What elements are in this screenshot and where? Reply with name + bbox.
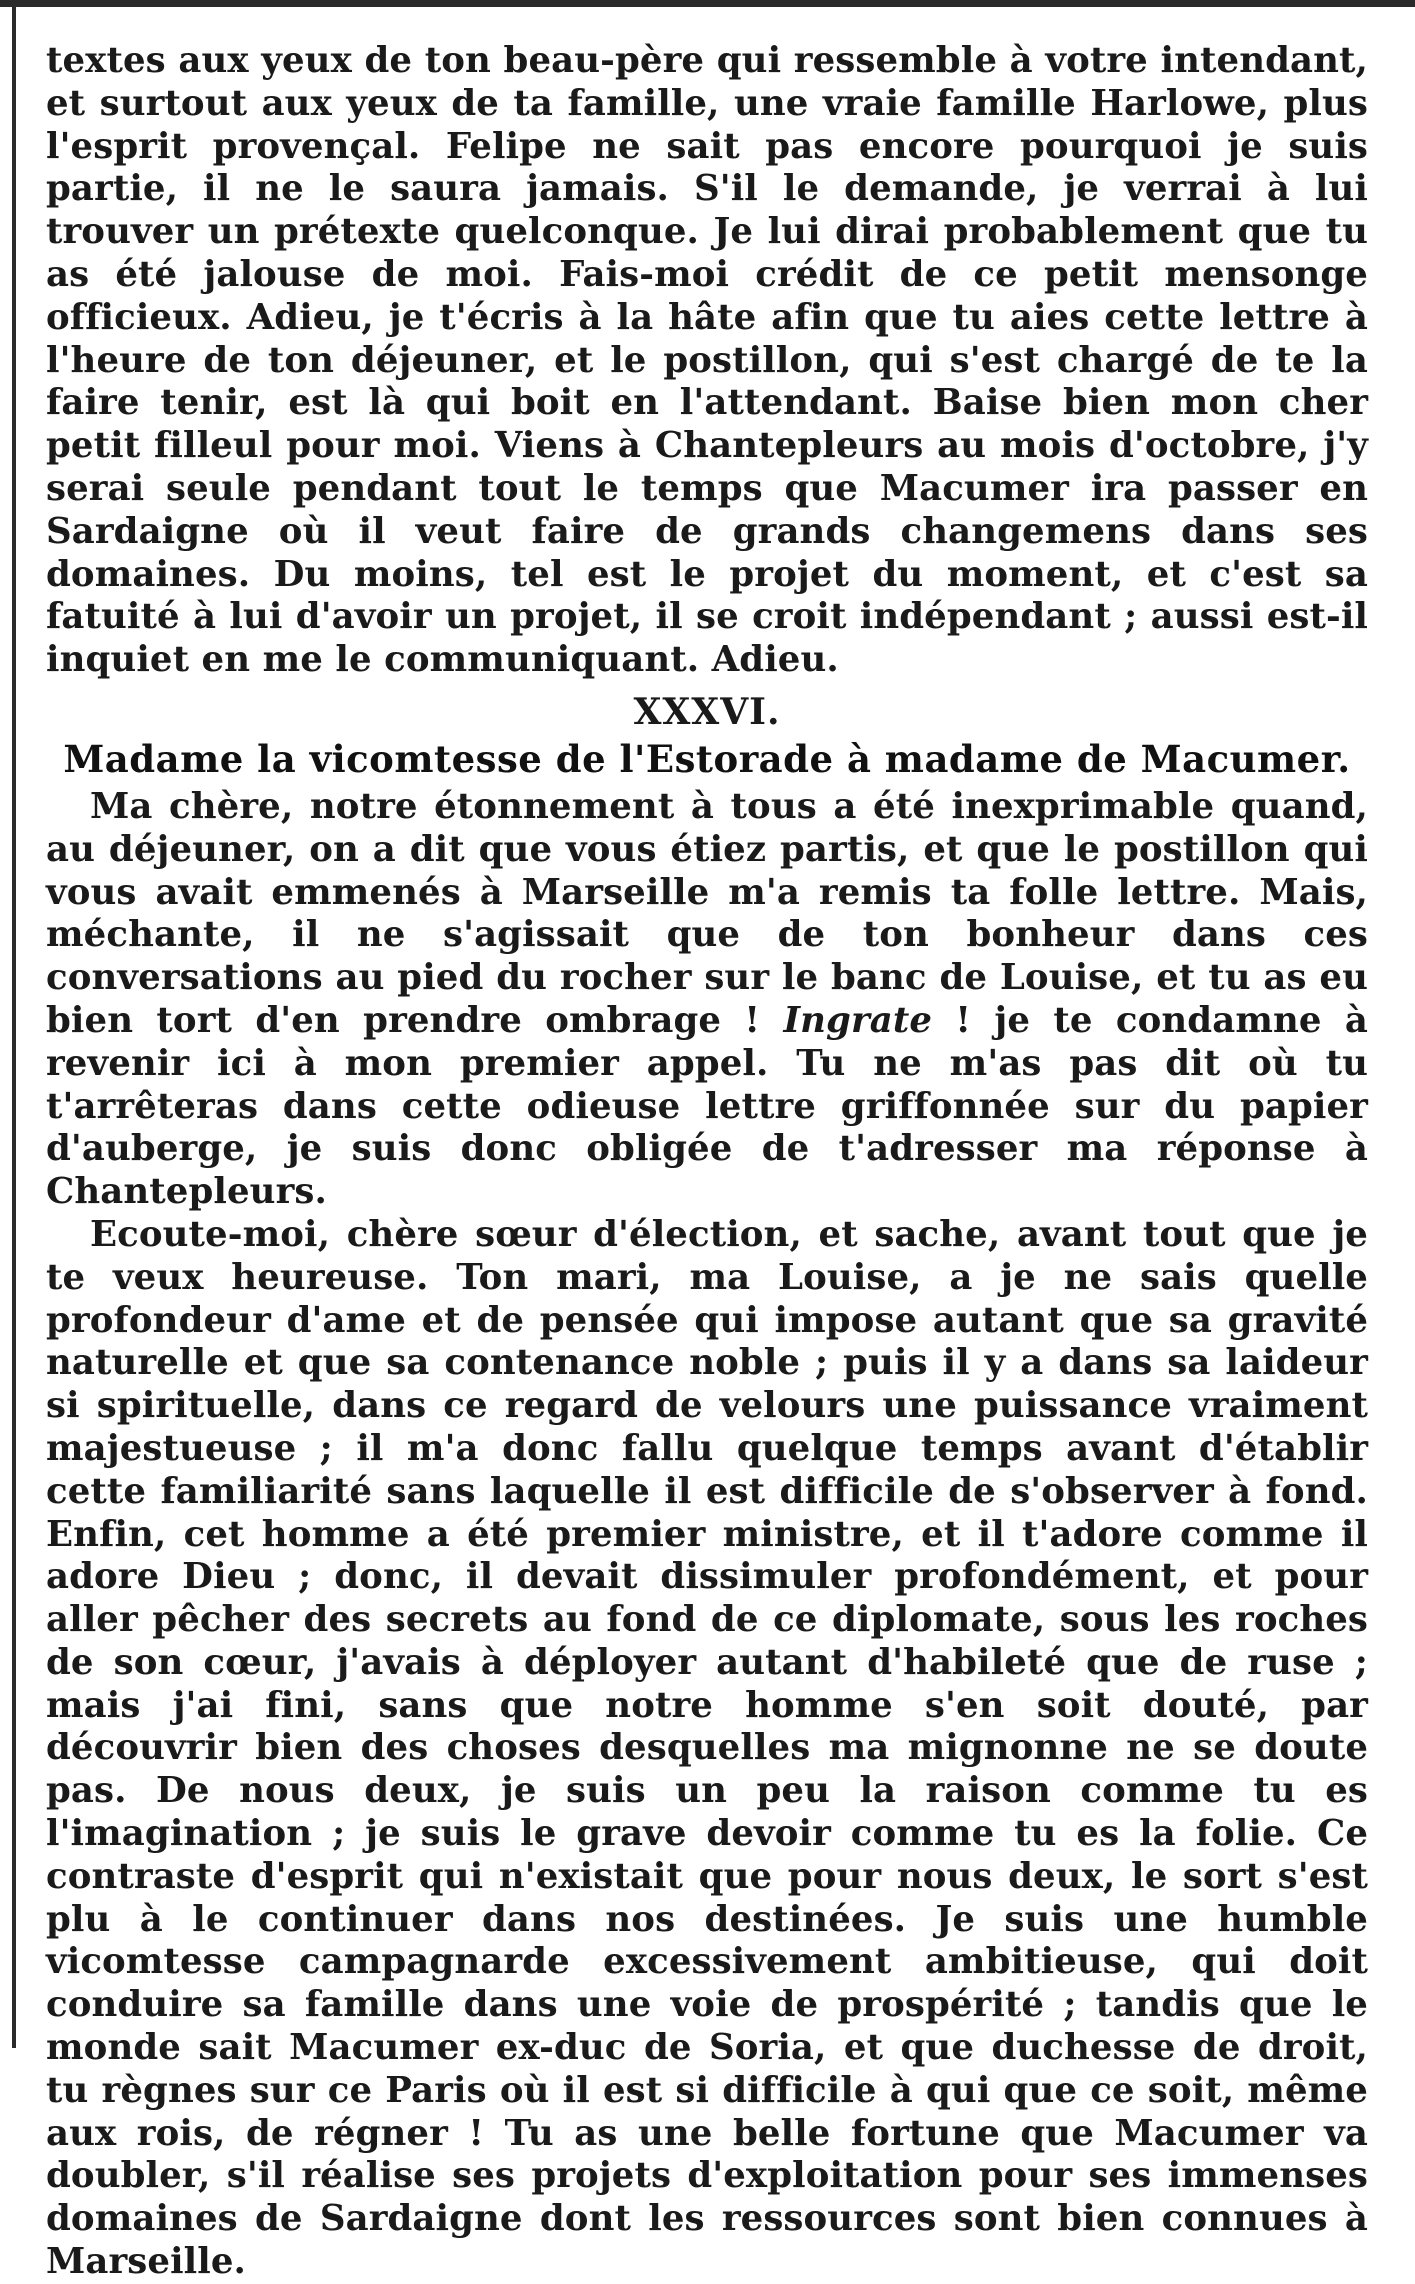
top-border-rule <box>0 0 1415 7</box>
paragraph-continued-letter: textes aux yeux de ton beau-père qui ressemble à votre intendant, et surtout aux yeux de ta famille, une vraie famille Harlowe, plus l'esprit provençal. Felipe ne sait pas encore pourquoi je suis partie, il ne le saura jamais. S'il le demande, je verrai à lui trouver un prétexte quelconque. Je lui dirai probablement que tu as été jalouse de moi. Fais-moi crédit de ce petit mensonge officieux. Adieu, je t'écris à la hâte afin que tu aies cette lettre à l'heure de ton déjeuner, et le postillon, qui s'est chargé de te la faire tenir, est là qui boit en l'attendant. Baise bien mon cher petit filleul pour moi. Viens à Chantepleurs au mois d'octobre, j'y serai seule pendant tout le temps que Macumer ira passer en Sardaigne où il veut faire de grands changemens dans ses domaines. Du moins, tel est le projet du moment, et c'est sa fatuité à lui d'avoir un projet, il se croit indépendant ; aussi est-il inquiet en me le communiquant. Adieu. <box>46 40 1368 681</box>
paragraph-letter-body: Ecoute-moi, chère sœur d'élection, et sache, avant tout que je te veux heureuse. Ton mari, ma Louise, a je ne sais quelle profondeur d'ame et de pensée qui impose autant que sa gravité naturelle et que sa contenance noble ; puis il y a dans sa laideur si spirituelle, dans ce regard de velours une puissance vraiment majestueuse ; il m'a donc fallu quelque temps avant d'établir cette familiarité sans laquelle il est difficile de s'observer à fond. Enfin, cet homme a été premier ministre, et il t'adore comme il adore Dieu ; donc, il devait dissimuler profondément, et pour aller pêcher des secrets au fond de ce diplomate, sous les roches de son cœur, j'avais à déployer autant d'habileté que de ruse ; mais j'ai fini, sans que notre homme s'en soit douté, par découvrir bien des choses desquelles ma mignonne ne se doute pas. De nous deux, je suis un peu la raison comme tu es l'imagination ; je suis le grave devoir comme tu es la folie. Ce contraste d'esprit qui n'existait que pour nous deux, le sort s'est plu à le continuer dans nos destinées. Je suis une humble vicomtesse campagnarde excessivement ambitieuse, qui doit conduire sa famille dans une voie de prospérité ; tandis que le monde sait Macumer ex-duc de Soria, et que duchesse de droit, tu règnes sur ce Paris où il est si difficile à qui que ce soit, même aux rois, de régner ! Tu as une belle fortune que Macumer va doubler, s'il réalise ses projets d'exploitation pour ses immenses domaines de Sardaigne dont les ressources sont bien connues à Marseille. <box>46 1213 1368 2283</box>
paragraph-text-part: ! je te condamne à revenir ici à mon premier appel. Tu ne m'as pas dit où tu t'arrêteras dans cette odieuse lettre griffonnée sur du papier d'auberge, je suis donc obligée de t'adresser ma réponse à Chantepleurs. <box>46 999 1369 1213</box>
chapter-title: Madame la vicomtesse de l'Estorade à madame de Macumer. <box>63 736 1351 781</box>
italic-word: Ingrate <box>783 999 933 1041</box>
left-column-rule <box>12 0 16 2048</box>
text-column <box>46 40 1369 2283</box>
chapter-number: XXXVI. <box>633 690 781 733</box>
paragraph-text-part: Ma chère, notre étonnement à tous a été inexprimable quand, au déjeuner, on a dit que vous étiez partis, et que le postillon qui vous avait emmenés à Marseille m'a remis ta folle lettre. Mais, méchante, il ne s'agissait que de ton bonheur dans ces conversations au pied du rocher sur le banc de Louise, et tu as eu bien tort d'en prendre ombrage ! <box>46 785 1368 1041</box>
paragraph-letter-opening <box>46 786 1368 1214</box>
